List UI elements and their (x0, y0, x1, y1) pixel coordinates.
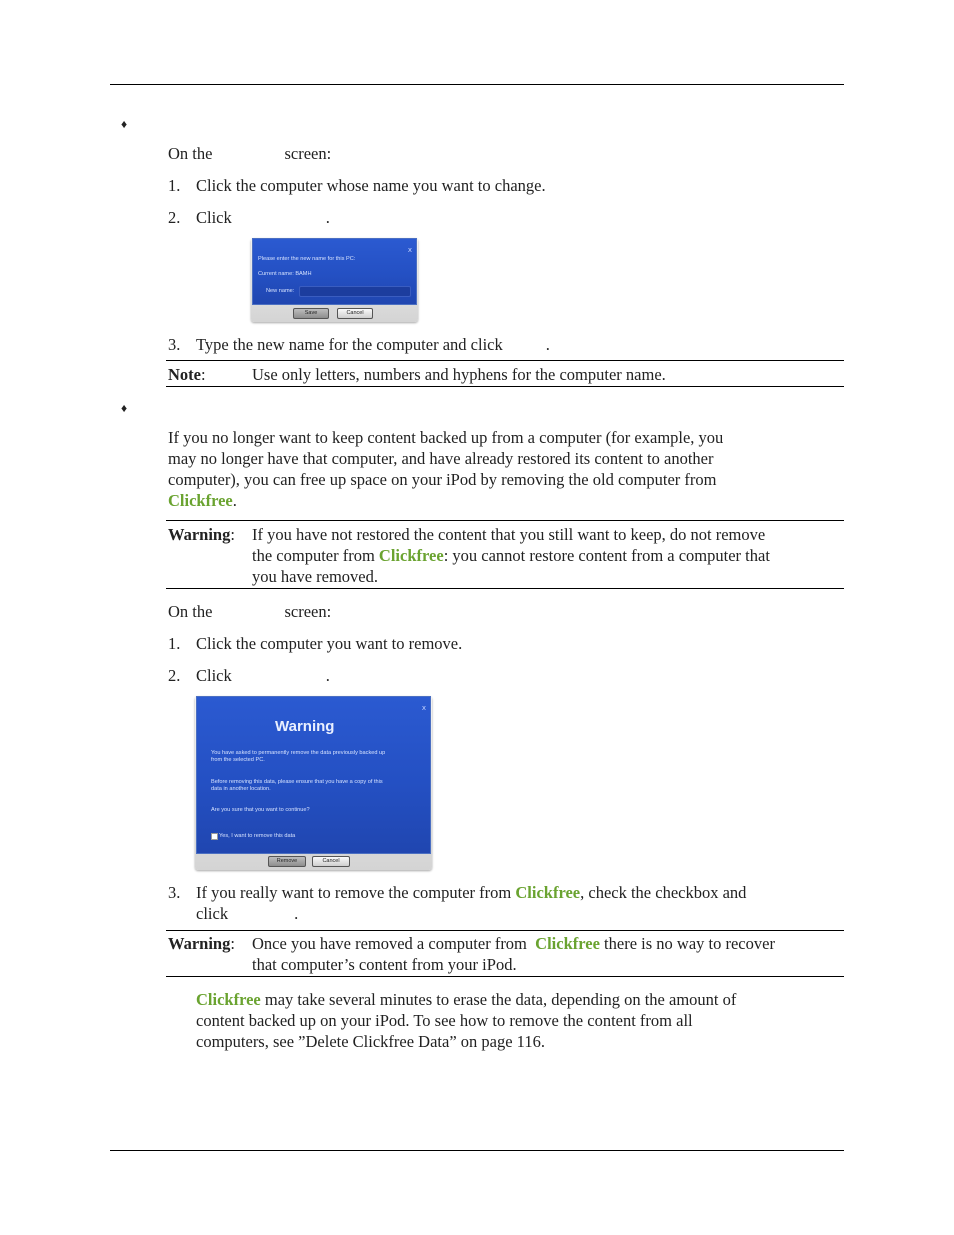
brand-name: Clickfree (378, 546, 444, 565)
section-bullet: ♦ (121, 117, 128, 131)
dialog-title: Warning (275, 718, 335, 735)
cancel-button[interactable]: Cancel (312, 856, 350, 867)
step-3-continued: click . (196, 904, 299, 923)
rename-dialog (251, 238, 418, 322)
step-2: 2. Click . (168, 666, 330, 685)
step-1: 1. Click the computer whose name you want to change. (168, 176, 546, 195)
step-1: 1. Click the computer you want to remove. (168, 634, 463, 653)
new-name-input[interactable] (299, 286, 411, 297)
warning1-label: Warning: (168, 525, 235, 544)
confirm-checkbox[interactable] (211, 833, 218, 840)
remove-warning-dialog (195, 696, 432, 870)
warning2-label: Warning: (168, 934, 235, 953)
footer-rule (110, 1150, 844, 1151)
note-bottom-rule (166, 386, 844, 387)
warning1-bottom-rule (166, 588, 844, 589)
closing-paragraph: Clickfree may take several minutes to erase the data, depending on the amount of content backed up on your iPod. To see how to remove the content from all computers, see ”Delete Clickfree Data” on page 116. (196, 990, 737, 1051)
dialog-text-line: Are you sure that you want to continue? (211, 807, 310, 813)
confirm-checkbox-label: Yes, I want to remove this data (219, 833, 296, 839)
intro-line: On the screen: (168, 602, 332, 621)
remove-warning-dialog-body (196, 696, 431, 854)
intro-line (168, 143, 331, 164)
step-2: 2. Click . (168, 208, 330, 227)
save-button[interactable]: Save (293, 308, 329, 319)
intro-suffix: screen: (284, 144, 332, 163)
warning2-top-rule (166, 930, 844, 931)
remove-intro-paragraph: If you no longer want to keep content backed up from a computer (for example, you may no longer have that computer, and have already restored its content to another computer), you can free up space on your iPod by removing the old computer from Clickfree. (168, 428, 724, 510)
rename-dialog-body (252, 238, 417, 305)
intro-prefix: On the (168, 144, 213, 163)
dialog-text-line: data in another location. (211, 786, 271, 792)
section-bullet: ♦ (121, 401, 128, 415)
remove-button[interactable]: Remove (268, 856, 306, 867)
close-icon[interactable]: x (421, 704, 426, 712)
new-name-label: New name: (266, 288, 295, 294)
step-3: 3. If you really want to remove the computer from Clickfree, check the checkbox and (168, 883, 747, 902)
current-name-row: Current name: BAMH (258, 271, 312, 277)
header-rule (110, 84, 844, 85)
note-text: Use only letters, numbers and hyphens for the computer name. (252, 365, 666, 384)
rename-prompt: Please enter the new name for this PC: (258, 256, 356, 262)
warning1-top-rule (166, 520, 844, 521)
warning1-text: If you have not restored the content that you still want to keep, do not remove the computer from Clickfree: you cannot restore content from a computer that you have removed. (252, 525, 770, 586)
close-icon[interactable]: x (407, 246, 412, 254)
warning2-bottom-rule (166, 976, 844, 977)
dialog-text-line: You have asked to permanently remove the data previously backed up (211, 750, 386, 756)
brand-name: Clickfree (515, 883, 581, 902)
note-label: Note: (168, 365, 206, 384)
note-top-rule (166, 360, 844, 361)
brand-name: Clickfree (535, 934, 600, 953)
dialog-text-line: Before removing this data, please ensure that you have a copy of this (211, 779, 383, 785)
dialog-text-line: from the selected PC. (211, 757, 265, 763)
brand-name: Clickfree (168, 491, 233, 510)
warning2-text: Once you have removed a computer from Clickfree there is no way to recover that computer’s content from your iPod. (252, 934, 775, 974)
cancel-button[interactable]: Cancel (337, 308, 373, 319)
step-3: 3. Type the new name for the computer and click . (168, 335, 550, 354)
current-name-value: BAMH (295, 271, 312, 277)
brand-name: Clickfree (196, 990, 261, 1009)
